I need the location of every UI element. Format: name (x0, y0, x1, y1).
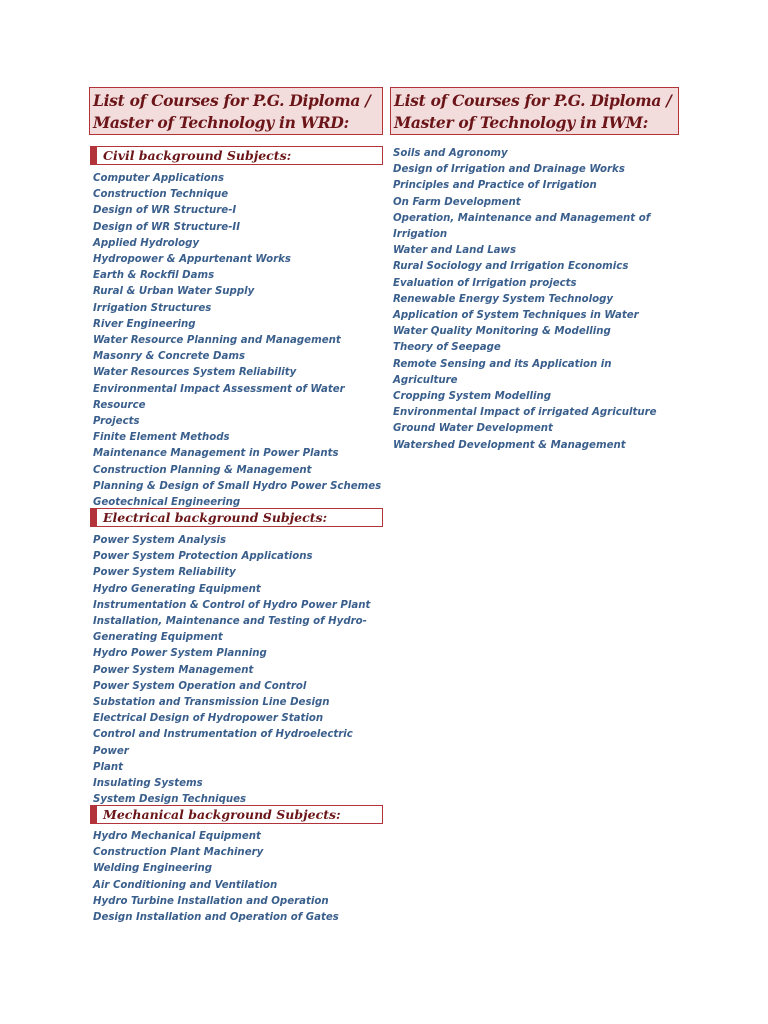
course-item: System Design Techniques (93, 794, 247, 806)
iwm-title (390, 87, 679, 135)
course-item: Evaluation of Irrigation projects (393, 277, 577, 289)
course-item: Masonry & Concrete Dams (93, 351, 246, 363)
iwm-title-line1: List of Courses for P.G. Diploma / (394, 91, 672, 110)
wrd-title (89, 87, 383, 135)
wrd-title-line2: Master of Technology in WRD: (93, 113, 349, 132)
civil-course-list (89, 171, 383, 511)
course-item: Construction Plant Machinery (93, 847, 264, 859)
iwm-column (390, 87, 679, 454)
course-item: Theory of Seepage (393, 342, 501, 354)
wrd-column (89, 87, 383, 924)
heading-accent-bar (91, 805, 97, 824)
civil-section (89, 146, 383, 511)
course-item: Water and Land Laws (393, 245, 517, 257)
course-item: Watershed Development & Management (393, 439, 626, 451)
course-item: Design of WR Structure-I (93, 205, 237, 217)
course-item: Construction Planning & Management (93, 464, 312, 476)
course-item: Design of WR Structure-II (93, 221, 241, 233)
course-item: Application of System Techniques in Water (393, 310, 639, 322)
course-item: Power System Management (93, 664, 254, 676)
civil-heading (90, 146, 383, 165)
course-item: River Engineering (93, 318, 196, 330)
mechanical-course-list (89, 829, 383, 926)
course-item: Hydro Mechanical Equipment (93, 831, 261, 842)
mechanical-heading (90, 805, 383, 824)
course-item: Cropping System Modelling (393, 391, 552, 403)
course-item: Water Resource Planning and Management (93, 335, 341, 347)
course-item: Control and Instrumentation of Hydroelectric Power (93, 729, 353, 757)
course-item: Water Resources System Reliability (93, 367, 297, 379)
course-item: Rural Sociology and Irrigation Economics (393, 261, 629, 273)
course-item: Irrigation Structures (93, 302, 212, 314)
course-item: Substation and Transmission Line Design (93, 697, 330, 709)
course-item: Power System Reliability (93, 567, 236, 579)
course-item: Generating Equipment (93, 632, 223, 644)
course-item: Renewable Energy System Technology (393, 293, 614, 305)
electrical-course-list (89, 533, 383, 808)
course-item: Hydropower & Appurtenant Works (93, 254, 291, 266)
course-item: Ground Water Development (393, 423, 553, 435)
iwm-title-line2: Master of Technology in IWM: (394, 113, 649, 132)
course-item: Electrical Design of Hydropower Station (93, 713, 324, 725)
course-item: Remote Sensing and its Application in Agriculture (393, 358, 612, 386)
course-item: Rural & Urban Water Supply (93, 286, 255, 298)
course-item: Construction Technique (93, 189, 229, 201)
course-item: Irrigation (393, 229, 448, 241)
course-item: Design of Irrigation and Drainage Works (393, 164, 625, 176)
course-item: Projects (93, 416, 140, 428)
course-item: Water Quality Monitoring & Modelling (393, 326, 611, 338)
mechanical-section (89, 805, 383, 926)
course-item: Instrumentation & Control of Hydro Power Plant (93, 599, 371, 611)
wrd-title-line1: List of Courses for P.G. Diploma / (93, 91, 371, 110)
course-item: Applied Hydrology (93, 237, 200, 249)
electrical-heading (90, 508, 383, 527)
course-item: Maintenance Management in Power Plants (93, 448, 339, 460)
course-item: Power System Operation and Control (93, 680, 307, 692)
course-item: Computer Applications (93, 173, 225, 184)
course-item: Design Installation and Operation of Gates (93, 912, 339, 924)
course-item: Environmental Impact of irrigated Agriculture (393, 407, 657, 419)
course-item: Earth & Rockfil Dams (93, 270, 215, 282)
course-item: Installation, Maintenance and Testing of Hydro- (93, 616, 367, 628)
course-item: Plant (93, 761, 123, 773)
course-item: Hydro Power System Planning (93, 648, 267, 660)
civil-heading-label: Civil background Subjects: (103, 148, 292, 163)
course-item: Insulating Systems (93, 778, 203, 790)
heading-accent-bar (91, 508, 97, 527)
heading-accent-bar (91, 146, 97, 165)
course-item: Geotechnical Engineering (93, 497, 241, 509)
course-item: Welding Engineering (93, 863, 212, 875)
course-item: Soils and Agronomy (393, 148, 508, 159)
course-item: Planning & Design of Small Hydro Power Schemes (93, 480, 382, 492)
course-item: Power System Protection Applications (93, 551, 313, 563)
mechanical-heading-label: Mechanical background Subjects: (103, 807, 341, 822)
course-item: Hydro Generating Equipment (93, 583, 261, 595)
course-item: Finite Element Methods (93, 432, 230, 444)
electrical-section (89, 508, 383, 808)
electrical-heading-label: Electrical background Subjects: (103, 510, 328, 525)
course-item: Principles and Practice of Irrigation (393, 180, 597, 192)
iwm-course-list (390, 146, 679, 454)
course-item: Hydro Turbine Installation and Operation (93, 895, 329, 907)
course-item: Air Conditioning and Ventilation (93, 879, 278, 891)
course-item: Operation, Maintenance and Management of (393, 212, 651, 224)
course-item: Power System Analysis (93, 535, 227, 546)
course-item: On Farm Development (393, 196, 521, 208)
course-item: Environmental Impact Assessment of Water Resource (93, 383, 345, 411)
